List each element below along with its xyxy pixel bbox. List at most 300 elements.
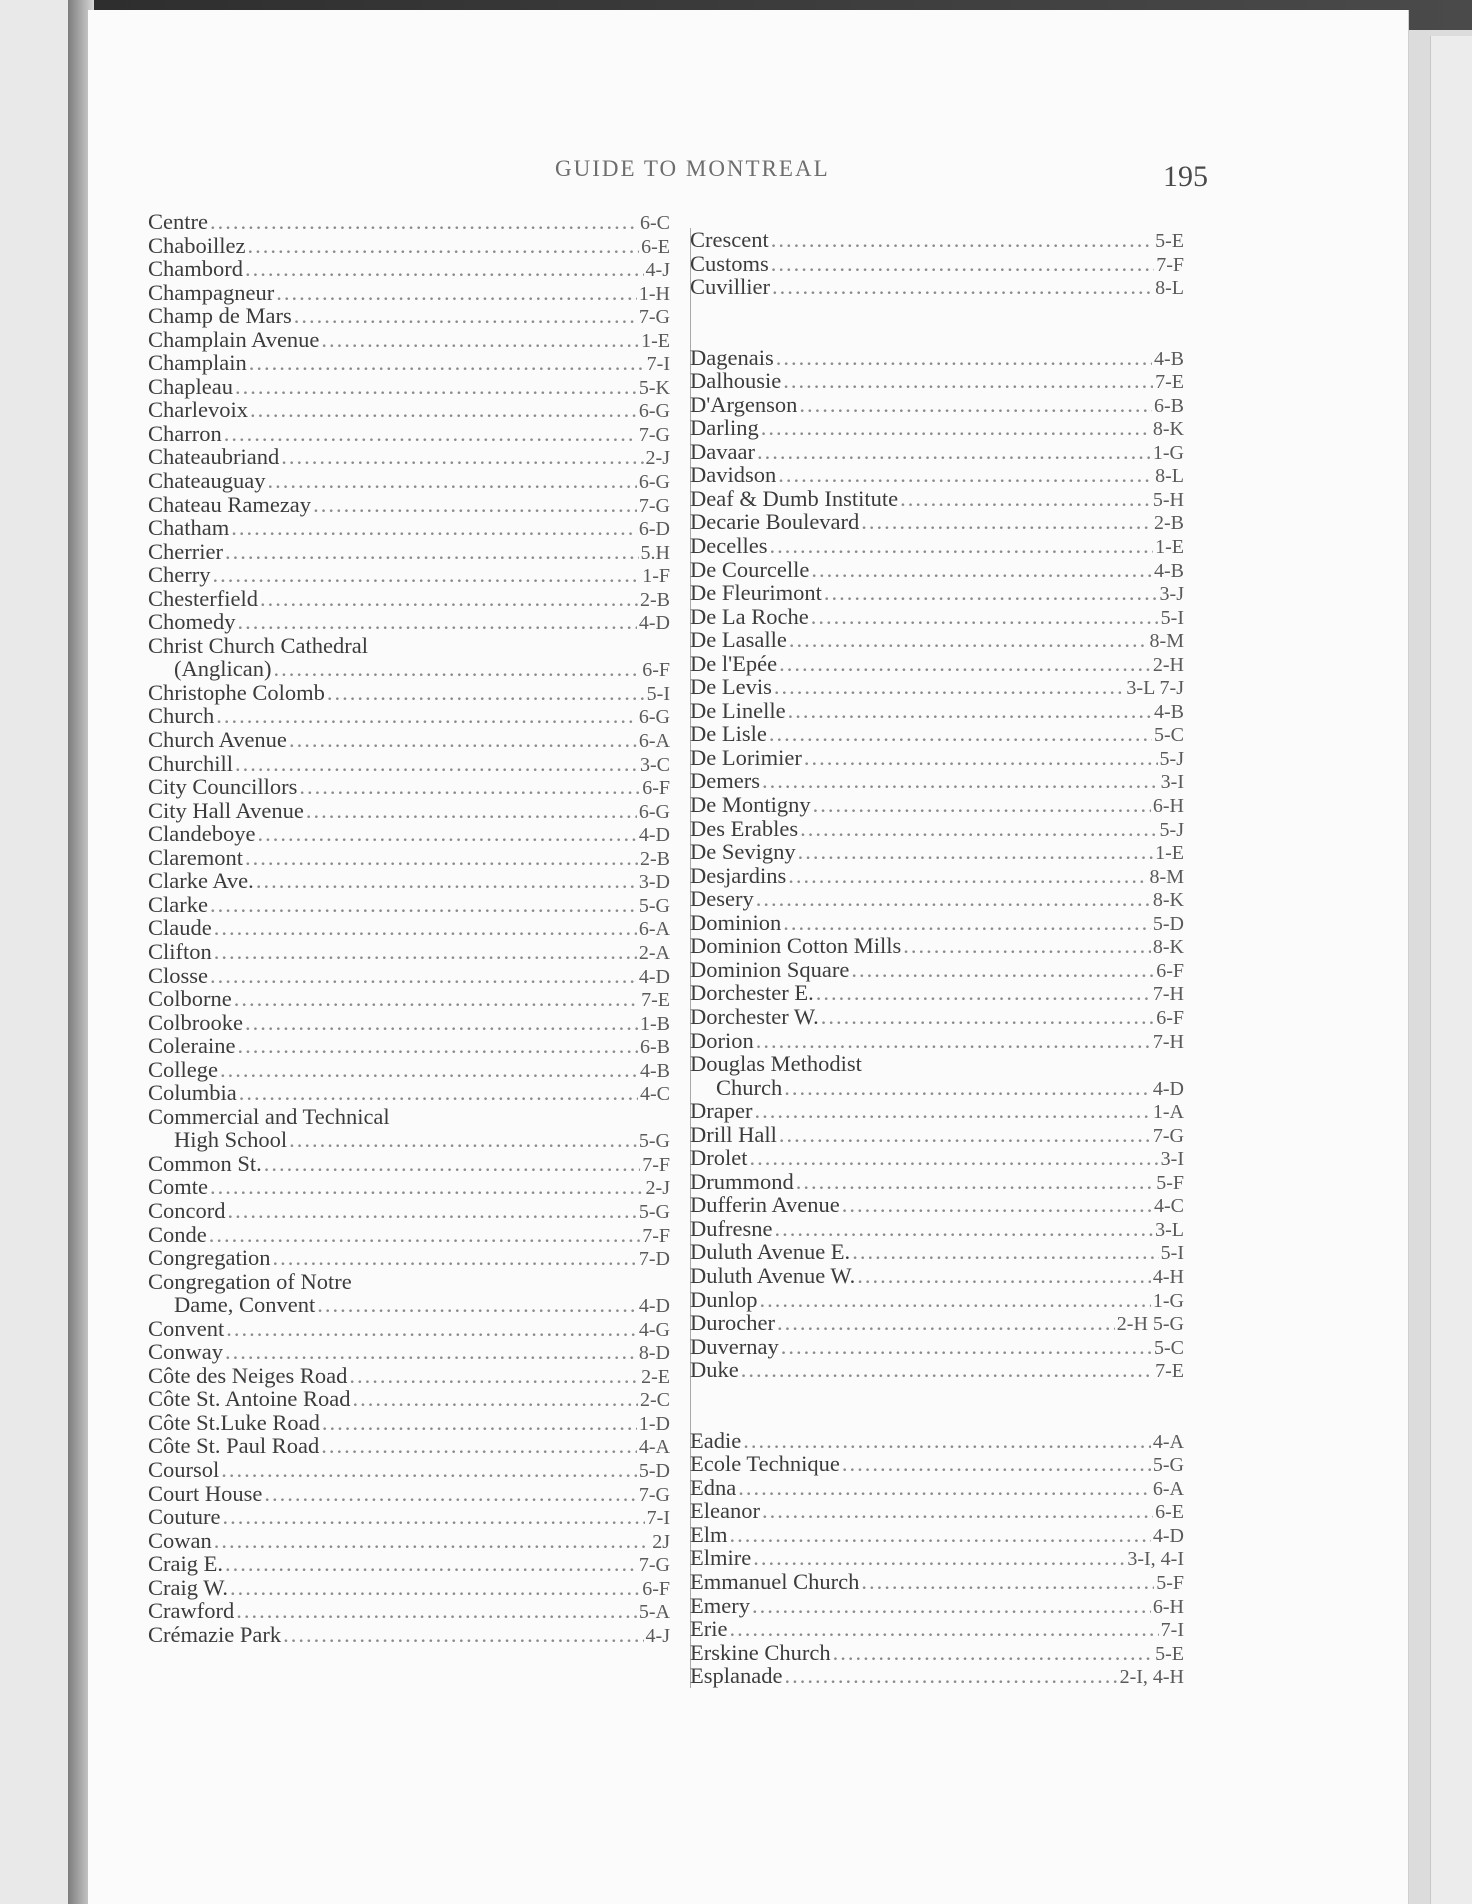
dot-leader bbox=[756, 887, 1151, 911]
entry-name: Demers bbox=[690, 768, 760, 794]
index-entry bbox=[690, 793, 1184, 817]
map-reference: 2-B bbox=[640, 847, 670, 870]
index-entry bbox=[148, 1199, 670, 1223]
map-reference: 3-I, 4-I bbox=[1127, 1548, 1184, 1571]
map-reference: 2-B bbox=[1154, 512, 1184, 535]
entry-name: Davidson bbox=[690, 462, 777, 488]
entry-name: Duvernay bbox=[690, 1333, 779, 1359]
dot-leader bbox=[779, 1123, 1151, 1147]
map-reference: 5-E bbox=[1155, 1642, 1184, 1665]
index-entry bbox=[690, 252, 1184, 276]
map-reference: 4-H bbox=[1152, 1265, 1184, 1288]
index-entry bbox=[690, 887, 1184, 911]
map-reference: 5-J bbox=[1159, 747, 1184, 770]
entry-name: De Lisle bbox=[690, 721, 767, 747]
dot-leader bbox=[313, 493, 637, 517]
index-entry bbox=[148, 1576, 670, 1600]
dot-leader bbox=[247, 234, 639, 258]
entry-name: Emmanuel Church bbox=[690, 1568, 860, 1594]
map-reference: 4-B bbox=[1154, 559, 1184, 582]
entry-name: Dame, Convent bbox=[174, 1292, 316, 1318]
dot-leader bbox=[230, 1576, 640, 1600]
dot-leader bbox=[741, 1358, 1153, 1382]
entry-name: Dorion bbox=[690, 1027, 754, 1053]
entry-name: Columbia bbox=[148, 1080, 237, 1106]
index-entry bbox=[148, 1058, 670, 1082]
index-section-e bbox=[690, 1429, 1184, 1688]
map-reference: 6-F bbox=[642, 777, 670, 800]
map-reference: 8-K bbox=[1152, 889, 1184, 912]
dot-leader bbox=[776, 346, 1152, 370]
dot-leader bbox=[738, 1476, 1151, 1500]
dot-leader bbox=[237, 1034, 638, 1058]
dot-leader bbox=[210, 964, 637, 988]
dot-leader bbox=[225, 1340, 637, 1364]
index-entry bbox=[690, 1076, 1184, 1100]
entry-name: (Anglican) bbox=[174, 656, 272, 682]
entry-name: Dalhousie bbox=[690, 368, 782, 394]
entry-name: Champlain bbox=[148, 350, 247, 376]
entry-name: Decelles bbox=[690, 533, 768, 559]
map-reference: 1-A bbox=[1152, 1101, 1184, 1124]
map-reference: 1-B bbox=[640, 1012, 670, 1035]
map-reference: 7-H bbox=[1152, 983, 1184, 1006]
map-reference: 7-I bbox=[646, 1507, 670, 1530]
entry-name: Churchill bbox=[148, 750, 233, 776]
map-reference: 6-H bbox=[1152, 795, 1184, 818]
index-entry bbox=[148, 728, 670, 752]
map-reference: 6-G bbox=[638, 706, 670, 729]
map-reference: 3-I bbox=[1160, 771, 1184, 794]
index-entry bbox=[690, 746, 1184, 770]
dot-leader bbox=[317, 1293, 637, 1317]
index-entry bbox=[148, 1364, 670, 1388]
map-reference: 3-L 7-J bbox=[1126, 677, 1184, 700]
index-entry bbox=[690, 1335, 1184, 1359]
map-reference: 1-E bbox=[641, 329, 670, 352]
dot-leader bbox=[762, 769, 1159, 793]
page-stack-edge-outer bbox=[1430, 36, 1472, 1904]
map-reference: 6-G bbox=[638, 400, 670, 423]
index-entry bbox=[148, 1175, 670, 1199]
dot-leader bbox=[214, 940, 637, 964]
dot-leader bbox=[842, 1193, 1152, 1217]
dot-leader bbox=[783, 369, 1153, 393]
index-entry bbox=[690, 1264, 1184, 1288]
map-reference: 6-A bbox=[1152, 1477, 1184, 1500]
map-reference: 5-K bbox=[638, 376, 670, 399]
entry-name: Elm bbox=[690, 1521, 728, 1547]
map-reference: 8-M bbox=[1149, 630, 1184, 653]
map-reference: 5-I bbox=[1160, 1242, 1184, 1265]
entry-name: Clandeboye bbox=[148, 821, 256, 847]
map-reference: 8-L bbox=[1155, 277, 1184, 300]
entry-name: Craig E. bbox=[148, 1551, 223, 1577]
index-entry bbox=[148, 893, 670, 917]
map-reference: 7-F bbox=[642, 1153, 670, 1176]
map-reference: 2-I, 4-H bbox=[1119, 1666, 1184, 1689]
map-reference: 5-H bbox=[1152, 488, 1184, 511]
map-reference: 3-L bbox=[1155, 1218, 1184, 1241]
entry-name: Congregation bbox=[148, 1245, 271, 1271]
entry-name: Dominion bbox=[690, 909, 782, 935]
entry-name: Durocher bbox=[690, 1310, 775, 1336]
dot-leader bbox=[294, 304, 637, 328]
map-reference: 7-G bbox=[638, 306, 670, 329]
dot-leader bbox=[231, 516, 637, 540]
map-reference: 5-G bbox=[638, 1200, 670, 1223]
entry-name: Champ de Mars bbox=[148, 303, 292, 329]
entry-name: Christ Church Cathedral bbox=[148, 632, 368, 658]
entry-name: Crémazie Park bbox=[148, 1621, 282, 1647]
entry-name: Conde bbox=[148, 1221, 207, 1247]
index-entry bbox=[148, 1340, 670, 1364]
dot-leader bbox=[824, 581, 1158, 605]
entry-name: De l'Epée bbox=[690, 650, 778, 676]
dot-leader bbox=[221, 1458, 637, 1482]
index-entry bbox=[690, 1217, 1184, 1241]
map-reference: 5-D bbox=[1152, 912, 1184, 935]
entry-name: Comte bbox=[148, 1174, 208, 1200]
entry-name: Clarke bbox=[148, 891, 208, 917]
dot-leader bbox=[245, 257, 644, 281]
map-reference: 4-B bbox=[640, 1059, 670, 1082]
index-entry bbox=[690, 1099, 1184, 1123]
map-reference: 8-M bbox=[1149, 865, 1184, 888]
index-entry bbox=[148, 1152, 670, 1176]
dot-leader bbox=[235, 752, 638, 776]
dot-leader bbox=[788, 699, 1152, 723]
dot-leader bbox=[239, 1081, 638, 1105]
index-entry bbox=[690, 1476, 1184, 1500]
index-entry bbox=[148, 587, 670, 611]
map-reference: 4-D bbox=[638, 824, 670, 847]
map-reference: 2-A bbox=[638, 941, 670, 964]
map-reference: 5-J bbox=[1159, 818, 1184, 841]
entry-name: Duluth Avenue E. bbox=[690, 1239, 851, 1265]
map-reference: 6-F bbox=[1156, 1006, 1184, 1029]
map-reference: 7-G bbox=[638, 494, 670, 517]
dot-leader bbox=[234, 987, 639, 1011]
index-entry bbox=[148, 1034, 670, 1058]
entry-name: De Fleurimont bbox=[690, 580, 822, 606]
entry-name: Clarke Ave. bbox=[148, 868, 254, 894]
entry-name: Dufferin Avenue bbox=[690, 1192, 840, 1218]
index-entry bbox=[690, 440, 1184, 464]
entry-name: Chateaubriand bbox=[148, 444, 280, 470]
map-reference: 6-B bbox=[640, 1036, 670, 1059]
index-entry bbox=[148, 351, 670, 375]
map-reference: 7-I bbox=[646, 353, 670, 376]
index-entry bbox=[690, 1641, 1184, 1665]
index-entry bbox=[690, 1452, 1184, 1476]
index-entry bbox=[148, 1482, 670, 1506]
map-reference: 5-I bbox=[1160, 606, 1184, 629]
dot-leader bbox=[216, 704, 637, 728]
index-entry bbox=[148, 987, 670, 1011]
entry-name: Congregation of Notre bbox=[148, 1268, 352, 1294]
entry-name: Cowan bbox=[148, 1527, 212, 1553]
dot-leader bbox=[210, 893, 637, 917]
dot-leader bbox=[214, 1529, 650, 1553]
entry-name: Erskine Church bbox=[690, 1639, 831, 1665]
index-entry bbox=[690, 1523, 1184, 1547]
index-entry bbox=[148, 1623, 670, 1647]
dot-leader bbox=[281, 445, 643, 469]
entry-name: Chesterfield bbox=[148, 585, 258, 611]
entry-name: Duluth Avenue W. bbox=[690, 1262, 856, 1288]
index-entry bbox=[148, 398, 670, 422]
dot-leader bbox=[264, 1152, 640, 1176]
entry-name: Darling bbox=[690, 415, 759, 441]
index-entry bbox=[148, 1128, 670, 1152]
dot-leader bbox=[777, 1311, 1115, 1335]
index-entry bbox=[690, 463, 1184, 487]
index-entry bbox=[690, 1170, 1184, 1194]
dot-leader bbox=[283, 1623, 643, 1647]
dot-leader bbox=[210, 210, 638, 234]
dot-leader bbox=[220, 1058, 638, 1082]
entry-name: Edna bbox=[690, 1474, 737, 1500]
map-reference: 4-C bbox=[640, 1083, 670, 1106]
entry-name: Côte St. Antoine Road bbox=[148, 1386, 351, 1412]
index-entry bbox=[690, 1052, 1184, 1076]
dot-leader bbox=[772, 275, 1153, 299]
dot-leader bbox=[327, 681, 645, 705]
map-reference: 4-D bbox=[638, 612, 670, 635]
entry-name: City Hall Avenue bbox=[148, 797, 304, 823]
index-entry bbox=[148, 657, 670, 681]
entry-name: Eleanor bbox=[690, 1498, 760, 1524]
index-entry bbox=[148, 1599, 670, 1623]
index-entry bbox=[148, 304, 670, 328]
map-reference: 2J bbox=[652, 1530, 670, 1553]
index-entry bbox=[690, 1546, 1184, 1570]
index-entry bbox=[690, 1594, 1184, 1618]
dot-leader bbox=[321, 328, 639, 352]
map-reference: 6-F bbox=[642, 1577, 670, 1600]
map-reference: 7-I bbox=[1160, 1619, 1184, 1642]
index-entry bbox=[148, 210, 670, 234]
index-entry bbox=[148, 1317, 670, 1341]
dot-leader bbox=[289, 1128, 637, 1152]
index-entry bbox=[690, 605, 1184, 629]
entry-name: Chaboillez bbox=[148, 232, 246, 258]
dot-leader bbox=[798, 840, 1153, 864]
map-reference: 1-F bbox=[642, 565, 670, 588]
map-reference: 2-B bbox=[640, 588, 670, 611]
dot-leader bbox=[903, 934, 1151, 958]
entry-name: College bbox=[148, 1056, 218, 1082]
dot-leader bbox=[781, 1335, 1152, 1359]
index-section-d bbox=[690, 346, 1184, 1382]
index-entry bbox=[148, 1081, 670, 1105]
entry-name: Erie bbox=[690, 1616, 728, 1642]
index-entry bbox=[148, 1270, 670, 1294]
dot-leader bbox=[273, 657, 640, 681]
entry-name: Emery bbox=[690, 1592, 750, 1618]
map-reference: 7-H bbox=[1152, 1030, 1184, 1053]
entry-name: Chateau Ramezay bbox=[148, 491, 312, 517]
dot-leader bbox=[250, 398, 637, 422]
index-entry bbox=[148, 540, 670, 564]
dot-leader bbox=[842, 1452, 1151, 1476]
entry-name: Esplanade bbox=[690, 1663, 783, 1689]
index-entry bbox=[148, 610, 670, 634]
index-entry bbox=[690, 1029, 1184, 1053]
index-column-right bbox=[690, 228, 1184, 1688]
entry-name: Cherrier bbox=[148, 538, 223, 564]
dot-leader bbox=[753, 1546, 1125, 1570]
map-reference: 4-A bbox=[1152, 1430, 1184, 1453]
dot-leader bbox=[749, 1146, 1158, 1170]
map-reference: 8-L bbox=[1155, 465, 1184, 488]
map-reference: 5-D bbox=[638, 1459, 670, 1482]
map-reference: 4-G bbox=[638, 1318, 670, 1341]
index-entry bbox=[148, 940, 670, 964]
map-reference: 3-D bbox=[638, 871, 670, 894]
index-entry bbox=[690, 1240, 1184, 1264]
index-entry bbox=[690, 1005, 1184, 1029]
entry-name: Chateauguay bbox=[148, 468, 266, 494]
dot-leader bbox=[757, 440, 1151, 464]
index-entry bbox=[690, 628, 1184, 652]
index-entry bbox=[148, 1293, 670, 1317]
map-reference: 4-B bbox=[1154, 347, 1184, 370]
index-entry bbox=[690, 817, 1184, 841]
dot-leader bbox=[821, 1005, 1154, 1029]
dot-leader bbox=[811, 605, 1159, 629]
dot-leader bbox=[771, 252, 1154, 276]
map-reference: 5-C bbox=[1154, 1336, 1184, 1359]
dot-leader bbox=[257, 822, 636, 846]
index-entry bbox=[690, 1193, 1184, 1217]
entry-name: Concord bbox=[148, 1197, 226, 1223]
entry-name: Dagenais bbox=[690, 344, 774, 370]
index-entry bbox=[690, 1570, 1184, 1594]
dot-leader bbox=[245, 1011, 638, 1035]
dot-leader bbox=[813, 793, 1151, 817]
entry-name: Duke bbox=[690, 1357, 739, 1383]
dot-leader bbox=[783, 911, 1151, 935]
entry-name: De Sevigny bbox=[690, 839, 796, 865]
index-entry bbox=[148, 822, 670, 846]
dot-leader bbox=[353, 1387, 639, 1411]
index-entry bbox=[690, 1499, 1184, 1523]
entry-name: Drummond bbox=[690, 1168, 794, 1194]
dot-leader bbox=[224, 422, 637, 446]
page-number: 195 bbox=[1163, 160, 1208, 193]
map-reference: 8-K bbox=[1152, 936, 1184, 959]
index-entry bbox=[148, 1223, 670, 1247]
entry-name: Douglas Methodist bbox=[690, 1051, 862, 1077]
dot-leader bbox=[236, 1599, 637, 1623]
index-entry bbox=[690, 911, 1184, 935]
map-reference: 2-J bbox=[645, 1177, 670, 1200]
map-reference: 7-G bbox=[638, 1483, 670, 1506]
index-entry bbox=[148, 799, 670, 823]
map-reference: 2-C bbox=[640, 1389, 670, 1412]
entry-name: Chambord bbox=[148, 256, 243, 282]
map-reference: 5-F bbox=[1156, 1571, 1184, 1594]
entry-name: Elmire bbox=[690, 1545, 752, 1571]
index-entry bbox=[148, 422, 670, 446]
map-reference: 7-G bbox=[1152, 1124, 1184, 1147]
entry-name: Customs bbox=[690, 250, 769, 276]
map-reference: 5.H bbox=[640, 541, 670, 564]
entry-name: Coursol bbox=[148, 1456, 220, 1482]
map-reference: 4-D bbox=[638, 965, 670, 988]
dot-leader bbox=[756, 1029, 1151, 1053]
dot-leader bbox=[852, 1240, 1158, 1264]
dot-leader bbox=[760, 1288, 1151, 1312]
index-entry bbox=[690, 1123, 1184, 1147]
index-entry bbox=[690, 675, 1184, 699]
entry-name: Deaf & Dumb Institute bbox=[690, 485, 899, 511]
entry-name: Draper bbox=[690, 1098, 753, 1124]
index-entry bbox=[690, 1288, 1184, 1312]
entry-name: Crawford bbox=[148, 1598, 235, 1624]
map-reference: 3-C bbox=[640, 753, 670, 776]
map-reference: 4-B bbox=[1154, 700, 1184, 723]
entry-name: Chapleau bbox=[148, 373, 233, 399]
entry-name: Dorchester W. bbox=[690, 1003, 819, 1029]
map-reference: 4-C bbox=[1154, 1195, 1184, 1218]
dot-leader bbox=[264, 1482, 637, 1506]
dot-leader bbox=[214, 916, 637, 940]
index-entry bbox=[690, 934, 1184, 958]
map-reference: 7-G bbox=[638, 423, 670, 446]
entry-name: Clifton bbox=[148, 938, 212, 964]
entry-name: Dorchester E. bbox=[690, 980, 814, 1006]
index-entry bbox=[690, 652, 1184, 676]
entry-name: Craig W. bbox=[148, 1574, 229, 1600]
index-entry bbox=[148, 469, 670, 493]
map-reference: 2-J bbox=[645, 447, 670, 470]
map-reference: 3-I bbox=[1160, 1148, 1184, 1171]
map-reference: 6-G bbox=[638, 471, 670, 494]
dot-leader bbox=[796, 1170, 1154, 1194]
index-entry bbox=[690, 840, 1184, 864]
dot-leader bbox=[225, 540, 639, 564]
entry-name: Church bbox=[148, 703, 215, 729]
entry-name: Dunlop bbox=[690, 1286, 758, 1312]
index-entry bbox=[690, 699, 1184, 723]
entry-name: Coleraine bbox=[148, 1033, 236, 1059]
dot-leader bbox=[816, 981, 1151, 1005]
map-reference: 1-E bbox=[1155, 842, 1184, 865]
index-entry bbox=[690, 1311, 1184, 1335]
entry-name: Claremont bbox=[148, 844, 243, 870]
section-gap bbox=[690, 299, 1184, 346]
entry-name: Centre bbox=[148, 209, 208, 234]
dot-leader bbox=[752, 1594, 1151, 1618]
dot-leader bbox=[235, 375, 637, 399]
entry-name: Colborne bbox=[148, 986, 232, 1012]
entry-name: D'Argenson bbox=[690, 391, 798, 417]
entry-name: De Lorimier bbox=[690, 744, 802, 770]
entry-name: De Courcelle bbox=[690, 556, 810, 582]
dot-leader bbox=[774, 1217, 1153, 1241]
index-entry bbox=[148, 846, 670, 870]
dot-leader bbox=[851, 958, 1154, 982]
map-reference: 1-D bbox=[638, 1412, 670, 1435]
map-reference: 6-A bbox=[638, 918, 670, 941]
dot-leader bbox=[771, 228, 1153, 252]
entry-name: Chomedy bbox=[148, 609, 236, 635]
map-reference: 6-E bbox=[641, 235, 670, 258]
index-entry bbox=[148, 257, 670, 281]
